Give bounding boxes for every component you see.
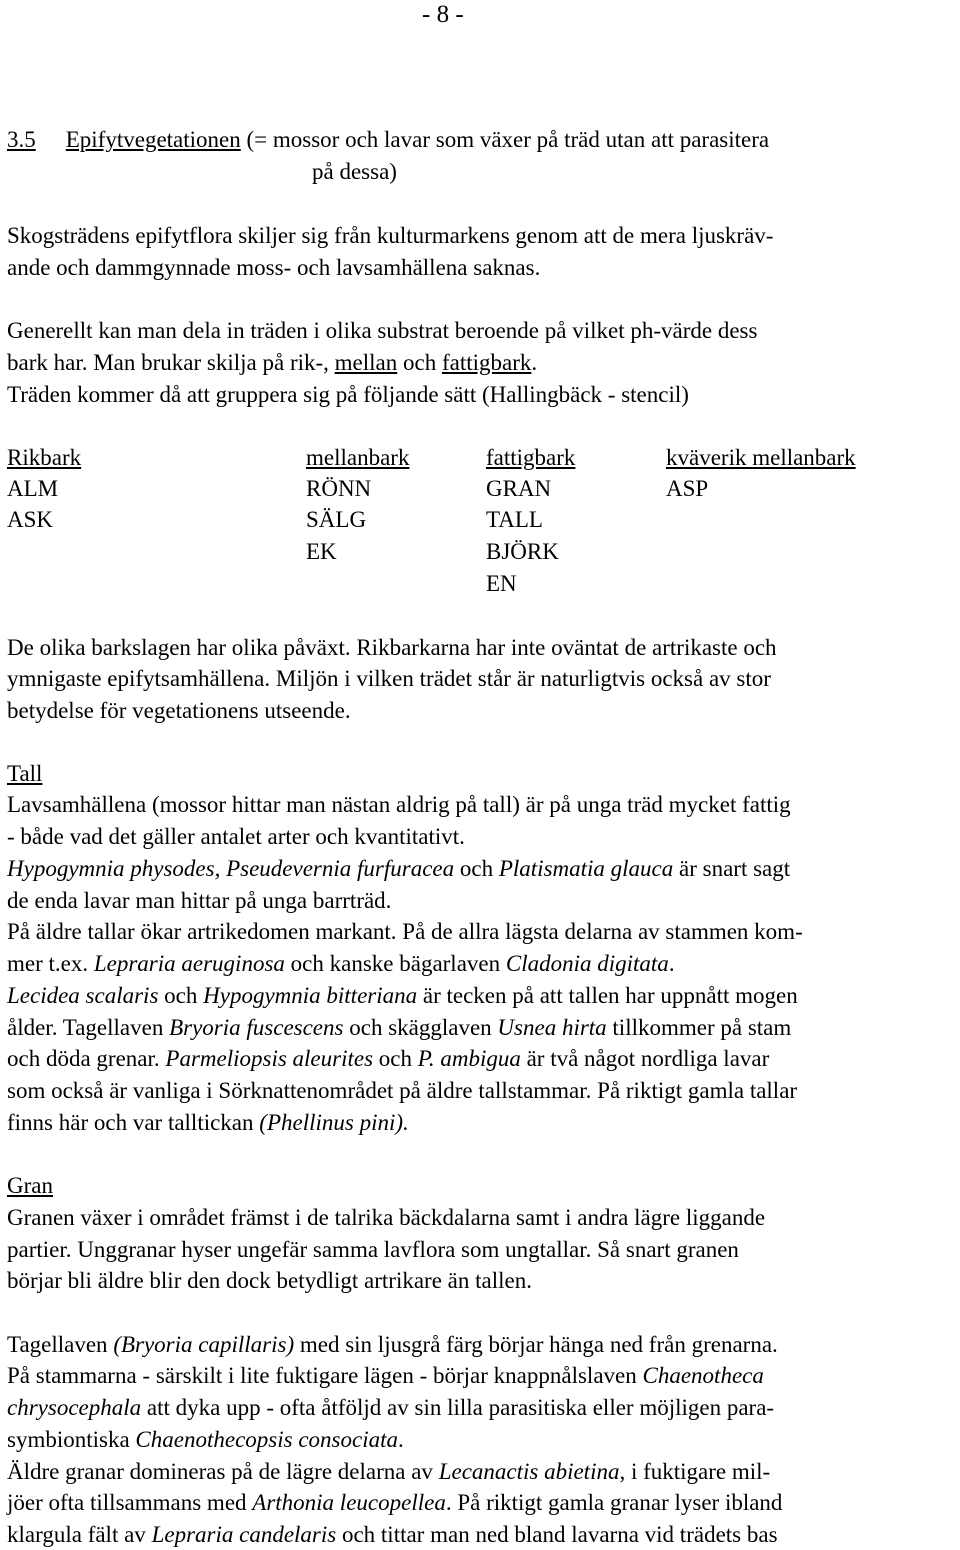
paragraph-line — [7, 981, 798, 1011]
table-header-rikbark: Rikbark — [7, 445, 82, 470]
text-run: Äldre granar domineras på de lägre delarna av — [7, 1459, 439, 1484]
table-cell: ALM — [7, 476, 59, 501]
paragraph-line — [7, 1330, 778, 1360]
paragraph-line: ymnigaste epifytsamhällena. Miljön i vilken trädet står är naturligtvis också av stor — [7, 666, 771, 691]
paragraph-line — [7, 1044, 769, 1074]
paragraph-line: - både vad det gäller antalet arter och kvantitativt. — [7, 824, 465, 849]
text-run: är tecken på att tallen har uppnått mogen — [417, 983, 798, 1008]
section-title: Epifytvegetationen — [65, 127, 241, 152]
intro-line: ande och dammgynnade moss- och lavsamhällena saknas. — [7, 255, 541, 280]
table-header-kvaverik: kväverik mellanbark — [666, 445, 856, 470]
section-heading — [7, 125, 769, 155]
paragraph-line: som också är vanliga i Sörknattenområdet på äldre tallstammar. På riktigt gamla tallar — [7, 1078, 798, 1103]
text-run: och skägglaven — [343, 1015, 498, 1040]
section-title-rest: (= mossor och lavar som växer på träd utan att parasitera — [240, 127, 770, 152]
paragraph-line: partier. Unggranar hyser ungefär samma lavflora som ungtallar. Så snart granen — [7, 1237, 739, 1262]
table-cell: TALL — [486, 507, 543, 532]
text-run: symbiontiska — [7, 1427, 136, 1452]
paragraph-line: Lavsamhällena (mossor hittar man nästan aldrig på tall) är på unga träd mycket fattig — [7, 792, 791, 817]
species-name-italic: P. ambigua — [417, 1046, 521, 1071]
species-name-italic: Hypogymnia physodes, Pseudevernia furfuracea — [7, 856, 455, 881]
text-run: och döda grenar. — [7, 1046, 166, 1071]
species-name-italic: Hypogymnia bitteriana — [203, 983, 418, 1008]
text-run: . — [668, 951, 675, 976]
species-name-italic: Lepraria aeruginosa — [93, 951, 285, 976]
table-cell: ASK — [7, 507, 54, 532]
text-run: På stammarna - särskilt i lite fuktigare lägen - börjar knappnålslaven — [7, 1363, 643, 1388]
text-run: bark har. Man brukar skilja på rik-, — [7, 350, 335, 375]
text-run: är två något nordliga lavar — [520, 1046, 770, 1071]
species-name-italic: Parmeliopsis aleurites — [165, 1046, 374, 1071]
paragraph-line — [7, 1425, 404, 1455]
text-run: . — [531, 350, 538, 375]
species-name-italic: Bryoria fuscescens — [169, 1015, 344, 1040]
text-run: . På riktigt gamla granar lyser ibland — [445, 1490, 783, 1515]
intro-line — [7, 348, 537, 378]
species-name-italic: Lecanactis abietina — [438, 1459, 620, 1484]
paragraph-line — [7, 949, 675, 979]
table-cell: EK — [306, 539, 337, 564]
text-run: och — [454, 856, 499, 881]
species-name-italic: Chaenotheca — [642, 1363, 764, 1388]
paragraph-line — [7, 1457, 770, 1487]
text-run: är snart sagt — [673, 856, 791, 881]
paragraph-line: betydelse för vegetationens utseende. — [7, 698, 351, 723]
paragraph-line — [7, 1393, 774, 1423]
text-run: att dyka upp - ofta åtföljd av sin lilla parasitiska eller möjligen para- — [141, 1395, 775, 1420]
text-run: och — [158, 983, 204, 1008]
species-name-italic: (Bryoria capillaris) — [113, 1332, 295, 1357]
section-number: 3.5 — [7, 127, 36, 152]
text-run: och kanske bägarlaven — [284, 951, 506, 976]
paragraph-line: de enda lavar man hittar på unga barrträd. — [7, 888, 392, 913]
text-run: med sin ljusgrå färg börjar hänga ned från grenarna. — [294, 1332, 778, 1357]
species-name-italic: chrysocephala — [7, 1395, 142, 1420]
species-name-italic: Usnea hirta — [497, 1015, 607, 1040]
species-name-italic: Chaenothecopsis consociata — [135, 1427, 398, 1452]
text-run: och — [373, 1046, 418, 1071]
intro-line: Träden kommer då att gruppera sig på följande sätt (Hallingbäck - stencil) — [7, 382, 689, 407]
table-header-mellanbark: mellanbark — [306, 445, 410, 470]
table-cell: RÖNN — [306, 476, 372, 501]
table-header-fattigbark: fattigbark — [486, 445, 576, 470]
paragraph-line — [7, 1361, 764, 1391]
paragraph-line: På äldre tallar ökar artrikedomen markant. På de allra lägsta delarna av stammen kom- — [7, 919, 803, 944]
paragraph-line: Granen växer i området främst i de talrika bäckdalarna samt i andra lägre liggande — [7, 1205, 766, 1230]
fattigbark-underlined: fattigbark — [441, 350, 532, 375]
paragraph-line — [7, 1013, 791, 1043]
text-run: och — [397, 350, 442, 375]
species-name-italic: Cladonia digitata — [505, 951, 669, 976]
text-run: finns här och var talltickan — [7, 1110, 260, 1135]
species-name-italic: Arthonia leucopellea — [252, 1490, 446, 1515]
intro-line: Skogsträdens epifytflora skiljer sig från kulturmarkens genom att de mera ljuskräv- — [7, 223, 774, 248]
text-run: Tagellaven — [7, 1332, 114, 1357]
paragraph-line: börjar bli äldre blir den dock betydligt artrikare än tallen. — [7, 1268, 532, 1293]
table-cell: EN — [486, 571, 517, 596]
text-run: ålder. Tagellaven — [7, 1015, 170, 1040]
section-title-continuation: på dessa) — [312, 159, 397, 184]
paragraph-line: De olika barkslagen har olika påväxt. Rikbarkarna har inte oväntat de artrikaste och — [7, 635, 777, 660]
text-run: jöer ofta tillsammans med — [7, 1490, 253, 1515]
mellan-underlined: mellan — [334, 350, 398, 375]
paragraph-line — [7, 1108, 409, 1138]
heading-tall: Tall — [7, 761, 43, 786]
species-name-italic: (Phellinus pini). — [259, 1110, 409, 1135]
species-name-italic: Lecidea scalaris — [7, 983, 159, 1008]
text-run: . — [397, 1427, 404, 1452]
paragraph-line — [7, 1520, 778, 1550]
table-cell: SÄLG — [306, 507, 367, 532]
species-name-italic: Platismatia glauca — [498, 856, 674, 881]
text-run: , i fuktigare mil- — [619, 1459, 771, 1484]
text-run: klargula fält av — [7, 1522, 152, 1547]
heading-gran: Gran — [7, 1173, 53, 1198]
text-run: mer t.ex. — [7, 951, 94, 976]
page-number: - 8 - — [422, 1, 464, 28]
intro-line: Generellt kan man dela in träden i olika substrat beroende på vilket ph-värde dess — [7, 318, 758, 343]
table-cell: ASP — [666, 476, 709, 501]
table-cell: GRAN — [486, 476, 552, 501]
paragraph-line — [7, 854, 790, 884]
text-run: och tittar man ned bland lavarna vid trädets bas — [336, 1522, 778, 1547]
species-name-italic: Lepraria candelaris — [151, 1522, 337, 1547]
table-cell: BJÖRK — [486, 539, 559, 564]
paragraph-line — [7, 1488, 782, 1518]
text-run: tillkommer på stam — [606, 1015, 792, 1040]
